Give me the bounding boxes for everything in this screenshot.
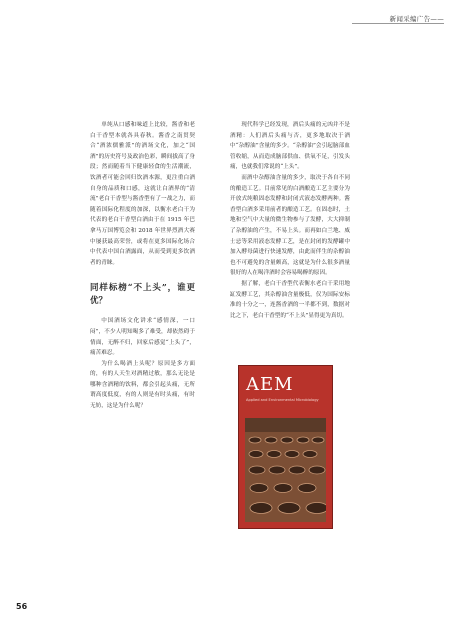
section-subheading: 同样标榜“不上头”，谁更优？ <box>90 283 195 307</box>
body-paragraph: 为什么喝酒上头呢？原因是多方面的，有的人天生对酒精过敏，那么无论是哪种含酒精的饮料，都会引起头痛，无所谓高度低度，有的人则是有时头痛，有时无妨，这是为什么呢？ <box>90 360 195 410</box>
header-rule <box>352 23 444 24</box>
body-paragraph: 单纯从口感和味道上比较，酱香和老白干香型本就各具春秋。酱香之南贯契合“酒浓儒雅派”的酒场文化，加之“国酒”的历史符号及政治色彩，瞬间拔高了身段；然而随着当下健康轻食的生活潮流，饮酒者可能会回归饮酒本源，更注重白酒自身的品质和口感，这就让白酒界的“清流”老白干香型与酱香型有了一战之力，而随着国际化程度的加深，以衡水老白干为代表的老白干香型白酒由于在 1915 年巴拿马万国博览会和 2018 年世界烈酒大赛中屡获最高荣誉，或将在更多国际化场合中代表中国白酒露面，从而受到更多饮酒者的青睐。 <box>90 122 195 266</box>
header-tag: 新闻采编广告—— <box>389 15 444 23</box>
left-column <box>90 120 195 412</box>
body-paragraph: 现代科学已经发现，酒后头痛的元凶并不是酒精：人们酒后头痛与否，更多地取决于酒中“杂醇油”含量的多少。“杂醇油”会引起脑部血管收缩，从而造成脑部供血、供氧不足，引发头痛，也就我们常说的“上头”。 <box>230 122 350 171</box>
body-paragraph: 中国酒场文化讲求“感情深，一口闷”，不少人明知喝多了难受，却依然碍于情面，无醉不归，回家后感觉“上头了”，痛苦难忍。 <box>90 318 195 357</box>
journal-title: AEM <box>246 374 294 395</box>
journal-cover-image <box>238 365 333 529</box>
body-paragraph: 而酒中杂醇油含量的多少，取决于各自不同的酿造工艺。目前常见的白酒酿造工艺主要分为开放式纯粮固态发酵和封闭式液态发酵两种。酱香型白酒多采用前者的酿造工艺。在固态时，土地和空气中大量的微生物参与了发酵，大大抑制了杂醇油的产生，不易上头。而再如白兰地、威士忌等采用液态发酵工艺，是在封闭的发酵罐中加入酵母菌进行快速发酵，由此而伴生的杂醇油也不可避免的含量颇高，这就是为什么很多酒量很好的人在喝洋酒时会容易喝醉的原因。 <box>230 174 350 277</box>
right-column <box>230 120 350 321</box>
page-number: 56 <box>16 602 28 611</box>
journal-subtitle: Applied and Environmental Microbiology <box>246 398 319 402</box>
fermentation-jars-photo <box>245 418 326 522</box>
body-paragraph: 据了解，老白干香型代表衡水老白干采用地缸发酵工艺，其杂醇油含量极低，仅为国际安标准的十分之一，连酱香酒的一半都不到，数据对比之下，老白干香型的“不上头”显得更为真切。 <box>230 280 350 319</box>
jars-illustration <box>245 418 326 522</box>
